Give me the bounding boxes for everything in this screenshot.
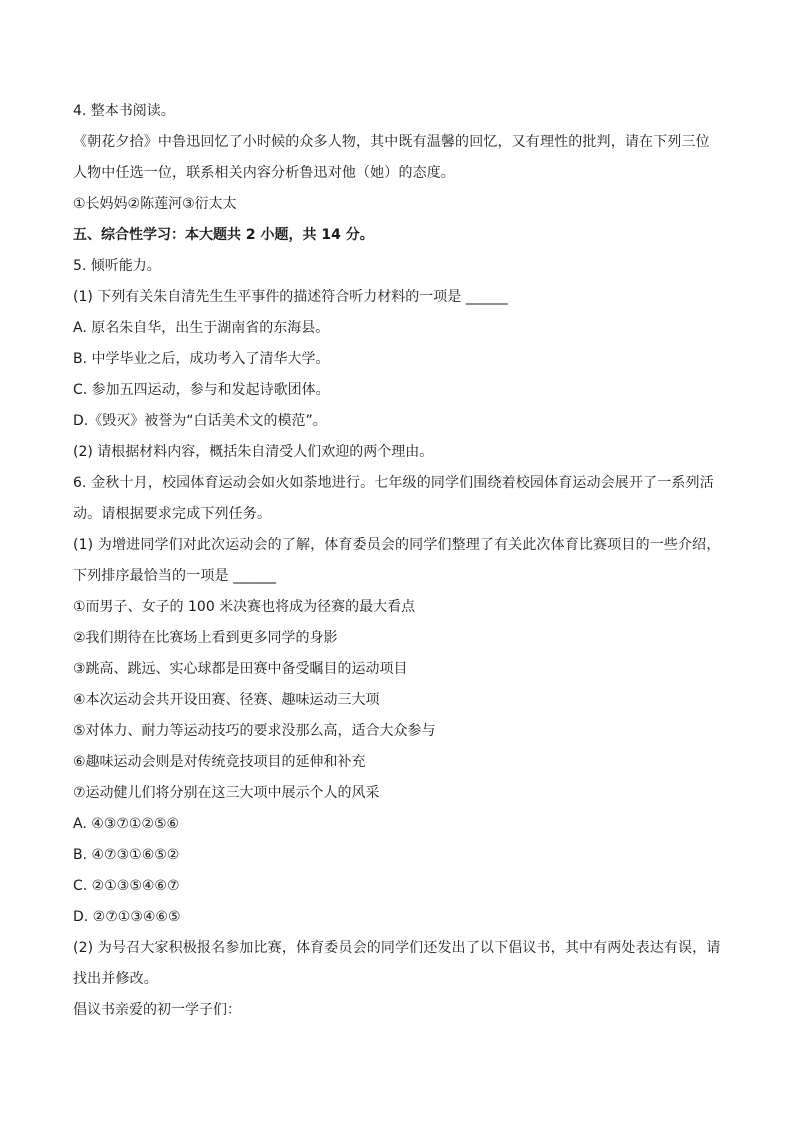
question-6-1-option-a: A. ④③⑦①②⑤⑥ [73, 816, 180, 832]
proposal-greeting: 倡议书亲爱的初一学子们： [73, 1002, 241, 1018]
document-body [73, 96, 723, 1026]
question-5-1-option-c: C. 参加五四运动，参与和发起诗歌团体。 [73, 382, 330, 398]
section-5-heading: 五、综合性学习：本大题共 2 小题，共 14 分。 [73, 227, 374, 243]
question-5-1-option-d: D.《毁灭》被誉为“白话美术文的模范”。 [73, 413, 327, 429]
sentence-item-7: ⑦运动健儿们将分别在这三大项中展示个人的风采 [73, 785, 380, 801]
question-6-1-option-d: D. ②⑦①③④⑥⑤ [73, 909, 181, 925]
question-4-options: ①长妈妈②陈莲河③衍太太 [73, 196, 237, 212]
question-6-1-option-c: C. ②①③⑤④⑥⑦ [73, 878, 180, 894]
question-5-1-option-b: B. 中学毕业之后，成功考入了清华大学。 [73, 351, 330, 367]
sentence-item-1: ①而男子、女子的 100 米决赛也将成为径赛的最大看点 [73, 599, 416, 615]
sentence-item-5: ⑤对体力、耐力等运动技巧的要求没那么高，适合大众参与 [73, 723, 436, 739]
question-6-intro: 6. 金秋十月，校园体育运动会如火如荼地进行。七年级的同学们围绕着校园体育运动会展开了一系列活动。请根据要求完成下列任务。 [73, 475, 714, 522]
question-6-1-prompt: (1) 为增进同学们对此次运动会的了解，体育委员会的同学们整理了有关此次体育比赛项目的一些介绍，下列排序最恰当的一项是 ______ [73, 537, 721, 584]
question-4-heading: 4. 整本书阅读。 [73, 103, 175, 119]
sentence-item-4: ④本次运动会共开设田赛、径赛、趣味运动三大项 [73, 692, 380, 708]
question-6-1-option-b: B. ④⑦③①⑥⑤② [73, 847, 180, 863]
question-5-1-prompt: (1) 下列有关朱自清先生生平事件的描述符合听力材料的一项是 ______ [73, 289, 508, 305]
sentence-item-6: ⑥趣味运动会则是对传统竞技项目的延伸和补充 [73, 754, 366, 770]
sentence-item-3: ③跳高、跳远、实心球都是田赛中备受瞩目的运动项目 [73, 661, 408, 677]
question-5-heading: 5. 倾听能力。 [73, 258, 161, 274]
question-6-2-prompt: (2) 为号召大家积极报名参加比赛，体育委员会的同学们还发出了以下倡议书，其中有两处表达有误，请找出并修改。 [73, 940, 721, 987]
question-5-2-prompt: (2) 请根据材料内容，概括朱自清受人们欢迎的两个理由。 [73, 444, 434, 460]
sentence-item-2: ②我们期待在比赛场上看到更多同学的身影 [73, 630, 338, 646]
question-4-prompt: 《朝花夕拾》中鲁迅回忆了小时候的众多人物，其中既有温馨的回忆，又有理性的批判，请在下列三位人物中任选一位，联系相关内容分析鲁迅对他（她）的态度。 [73, 134, 710, 181]
question-5-1-option-a: A. 原名朱自华，出生于湖南省的东海县。 [73, 320, 330, 336]
